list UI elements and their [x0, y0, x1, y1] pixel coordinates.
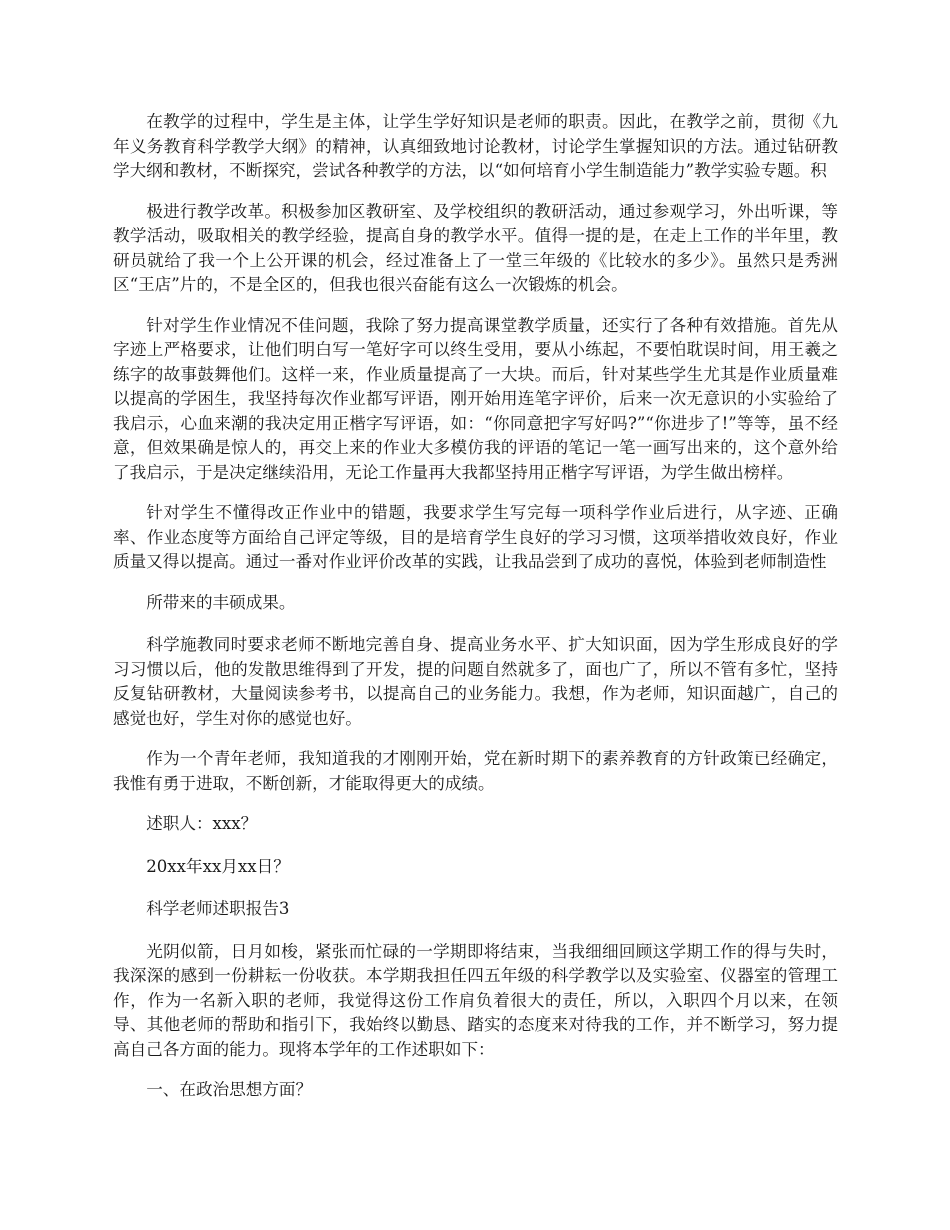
paragraph-fruitful-results: 所带来的丰硕成果。 [146, 592, 296, 612]
paragraph-error-correction: 针对学生不懂得改正作业中的错题，我要求学生写完每一项科学作业后进行，从字迹、正确率、作业态度等方面给自己评定等级，目的是培育学生良好的学习习惯，这项举措收效良好，作业质量又得以提高。通过一番对作业评价改革的实践，让我品尝到了成功的喜悦，体验到老师制造性 [113, 503, 838, 571]
paragraph-semester-review: 光阴似箭，日月如梭，紧张而忙碌的一学期即将结束，当我细细回顾这学期工作的得与失时，我深深的感到一份耕耘一份收获。本学期我担任四五年级的科学教学以及实验室、仪器室的管理工作，作为一名新入职的老师，我觉得这份工作肩负着很大的责任，所以，入职四个月以来，在领导、其他老师的帮助和指引下，我始终以勤恳、踏实的态度来对待我的工作，并不断学习，努力提高自己各方面的能力。现将本学年的工作述职如下： [113, 941, 838, 1059]
paragraph-self-improvement: 科学施教同时要求老师不断地完善自身、提高业务水平、扩大知识面，因为学生形成良好的学习习惯以后，他的发散思维得到了开发，提的问题自然就多了，面也广了，所以不管有多忙，坚持反复钻研教材，大量阅读参考书，以提高自己的业务能力。我想，作为老师，知识面越广，自己的感觉也好，学生对你的感觉也好。 [113, 635, 838, 728]
section-title-report-3: 科学老师述职报告3 [146, 899, 290, 918]
report-date: 20xx年xx月xx日？ [146, 856, 290, 876]
paragraph-young-teacher: 作为一个青年老师，我知道我的才刚刚开始，党在新时期下的素养教育的方针政策已经确定，我惟有勇于进取，不断创新，才能取得更大的成绩。 [113, 749, 838, 793]
paragraph-teaching-process: 在教学的过程中，学生是主体，让学生学好知识是老师的职责。因此，在教学之前，贯彻《九年义务教育科学教学大纲》的精神，认真细致地讨论教材，讨论学生掌握知识的方法。通过钻研教学大纲和教材，不断探究，尝试各种教学的方法，以“如何培育小学生制造能力”教学实验专题。积 [113, 112, 838, 180]
heading-political-thought: 一、在政治思想方面？ [146, 1080, 313, 1099]
paragraph-homework-measures: 针对学生作业情况不佳问题，我除了努力提高课堂教学质量，还实行了各种有效措施。首先从字迹上严格要求，让他们明白写一笔好字可以终生受用，要从小练起，不要怕耽误时间，用王羲之练字的故事鼓舞他们。这样一来，作业质量提高了一大块。而后，针对某些学生尤其是作业质量难以提高的学困生，我坚持每次作业都写评语，刚开始用连笔字评价，后来一次无意识的小实验给了我启示，心血来潮的我决定用正楷字写评语，如：“你同意把字写好吗?”“你进步了!”等等，虽不经意，但效果确是惊人的，再交上来的作业大多模仿我的评语的笔记一笔一画写出来的，这个意外给了我启示，于是决定继续沿用，无论工作量再大我都坚持用正楷字写评语，为学生做出榜样。 [113, 315, 838, 482]
paragraph-teaching-reform: 极进行教学改革。积极参加区教研室、及学校组织的教研活动，通过参观学习，外出听课，等教学活动，吸取相关的教学经验，提高自身的教学水平。值得一提的是，在走上工作的半年里，教研员就给了我一个上公开课的机会，经过准备上了一堂三年级的《比较水的多少》。虽然只是秀洲区“王店”片的，不是全区的，但我也很兴奋能有这么一次锻炼的机会。 [113, 201, 838, 294]
reporter-signature: 述职人：xxx？ [146, 814, 258, 833]
